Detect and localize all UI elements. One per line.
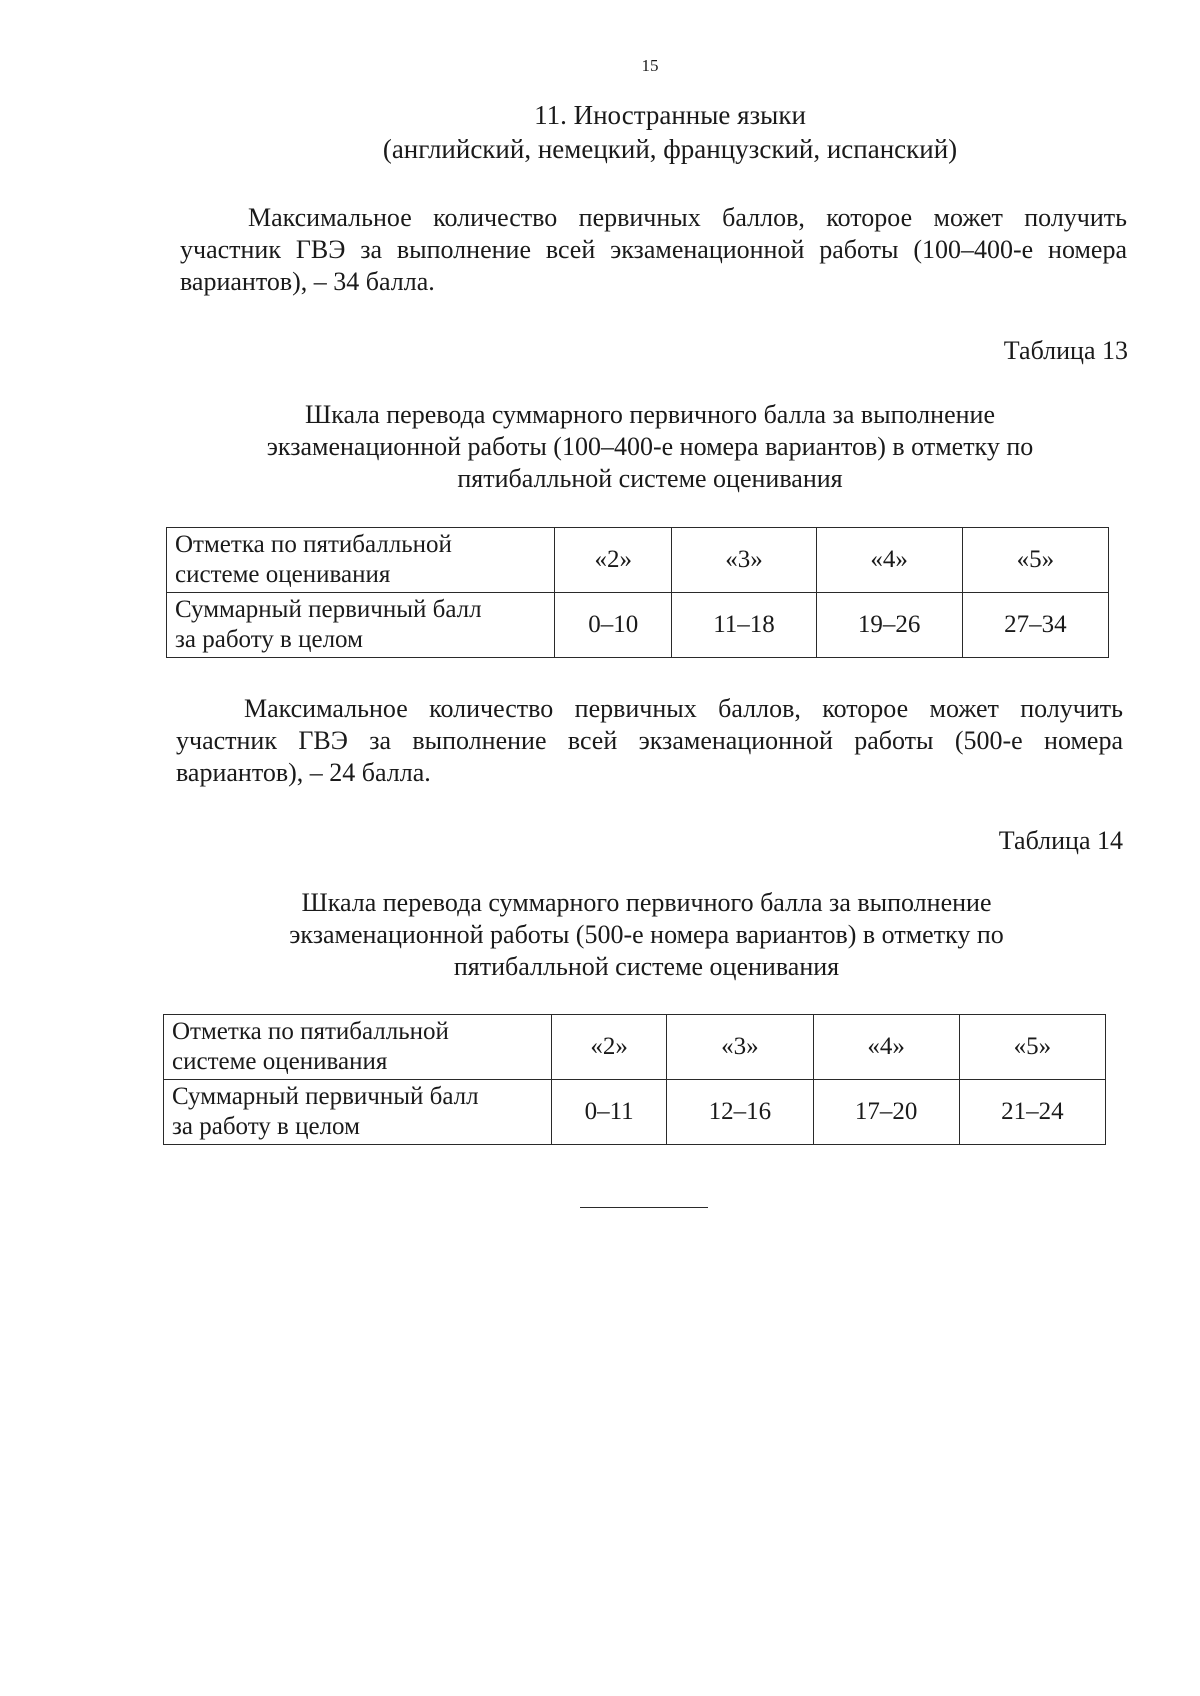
score-cell: 12–16 (667, 1080, 813, 1145)
grade-cell: «3» (667, 1015, 813, 1080)
paragraph-max-score-500: Максимальное количество первичных баллов, которое может получить участник ГВЭ за выполнение всей экзаменационной работы (500-е номера вариантов), – 24 балла. (176, 694, 1123, 787)
table-13-label: Таблица 13 (1003, 336, 1128, 365)
caption-line: пятибалльной системе оценивания (457, 464, 843, 493)
score-cell: 27–34 (962, 593, 1108, 658)
table-14 (163, 1014, 1106, 1145)
row-header-score (167, 593, 555, 658)
grade-cell: «2» (555, 528, 672, 593)
table-14-label: Таблица 14 (998, 826, 1123, 855)
page-number: 15 (641, 56, 659, 75)
score-cell: 11–18 (672, 593, 816, 658)
grade-cell: «3» (672, 528, 816, 593)
grade-cell: «2» (552, 1015, 667, 1080)
caption-line: экзаменационной работы (500-е номера вариантов) в отметку по (289, 920, 1004, 949)
section-heading (0, 98, 1200, 166)
row-header-line: Отметка по пятибалльной (172, 1018, 449, 1045)
score-cell: 0–10 (555, 593, 672, 658)
table-13-caption (210, 399, 1090, 495)
table-14-caption (210, 887, 1083, 983)
table-row-scores (164, 1080, 1106, 1145)
section-subtitle: (английский, немецкий, французский, испанский) (382, 134, 958, 164)
caption-line: экзаменационной работы (100–400-е номера вариантов) в отметку по (266, 432, 1034, 461)
grade-cell: «4» (813, 1015, 959, 1080)
caption-line: Шкала перевода суммарного первичного балла за выполнение (305, 400, 995, 429)
grade-cell: «5» (962, 528, 1108, 593)
row-header-score (164, 1080, 552, 1145)
end-divider (580, 1207, 708, 1208)
row-header-line: Суммарный первичный балл (172, 1083, 479, 1110)
row-header-grade (167, 528, 555, 593)
row-header-line: Суммарный первичный балл (175, 596, 482, 623)
grade-cell: «5» (959, 1015, 1105, 1080)
row-header-line: за работу в целом (175, 626, 363, 653)
caption-line: пятибалльной системе оценивания (453, 952, 840, 981)
score-cell: 17–20 (813, 1080, 959, 1145)
row-header-grade (164, 1015, 552, 1080)
caption-line: Шкала перевода суммарного первичного балла за выполнение (301, 888, 992, 917)
row-header-line: системе оценивания (175, 561, 391, 588)
table-row-grades (164, 1015, 1106, 1080)
row-header-line: Отметка по пятибалльной (175, 531, 452, 558)
grade-cell: «4» (816, 528, 962, 593)
row-header-line: системе оценивания (172, 1048, 388, 1075)
row-header-line: за работу в целом (172, 1113, 360, 1140)
section-title: 11. Иностранные языки (534, 100, 806, 130)
table-13 (166, 527, 1109, 658)
score-cell: 0–11 (552, 1080, 667, 1145)
table-row-grades (167, 528, 1109, 593)
score-cell: 19–26 (816, 593, 962, 658)
table-row-scores (167, 593, 1109, 658)
score-cell: 21–24 (959, 1080, 1105, 1145)
paragraph-max-score-100-400: Максимальное количество первичных баллов, которое может получить участник ГВЭ за выполнение всей экзаменационной работы (100–400-е номера вариантов), – 34 балла. (180, 203, 1127, 296)
